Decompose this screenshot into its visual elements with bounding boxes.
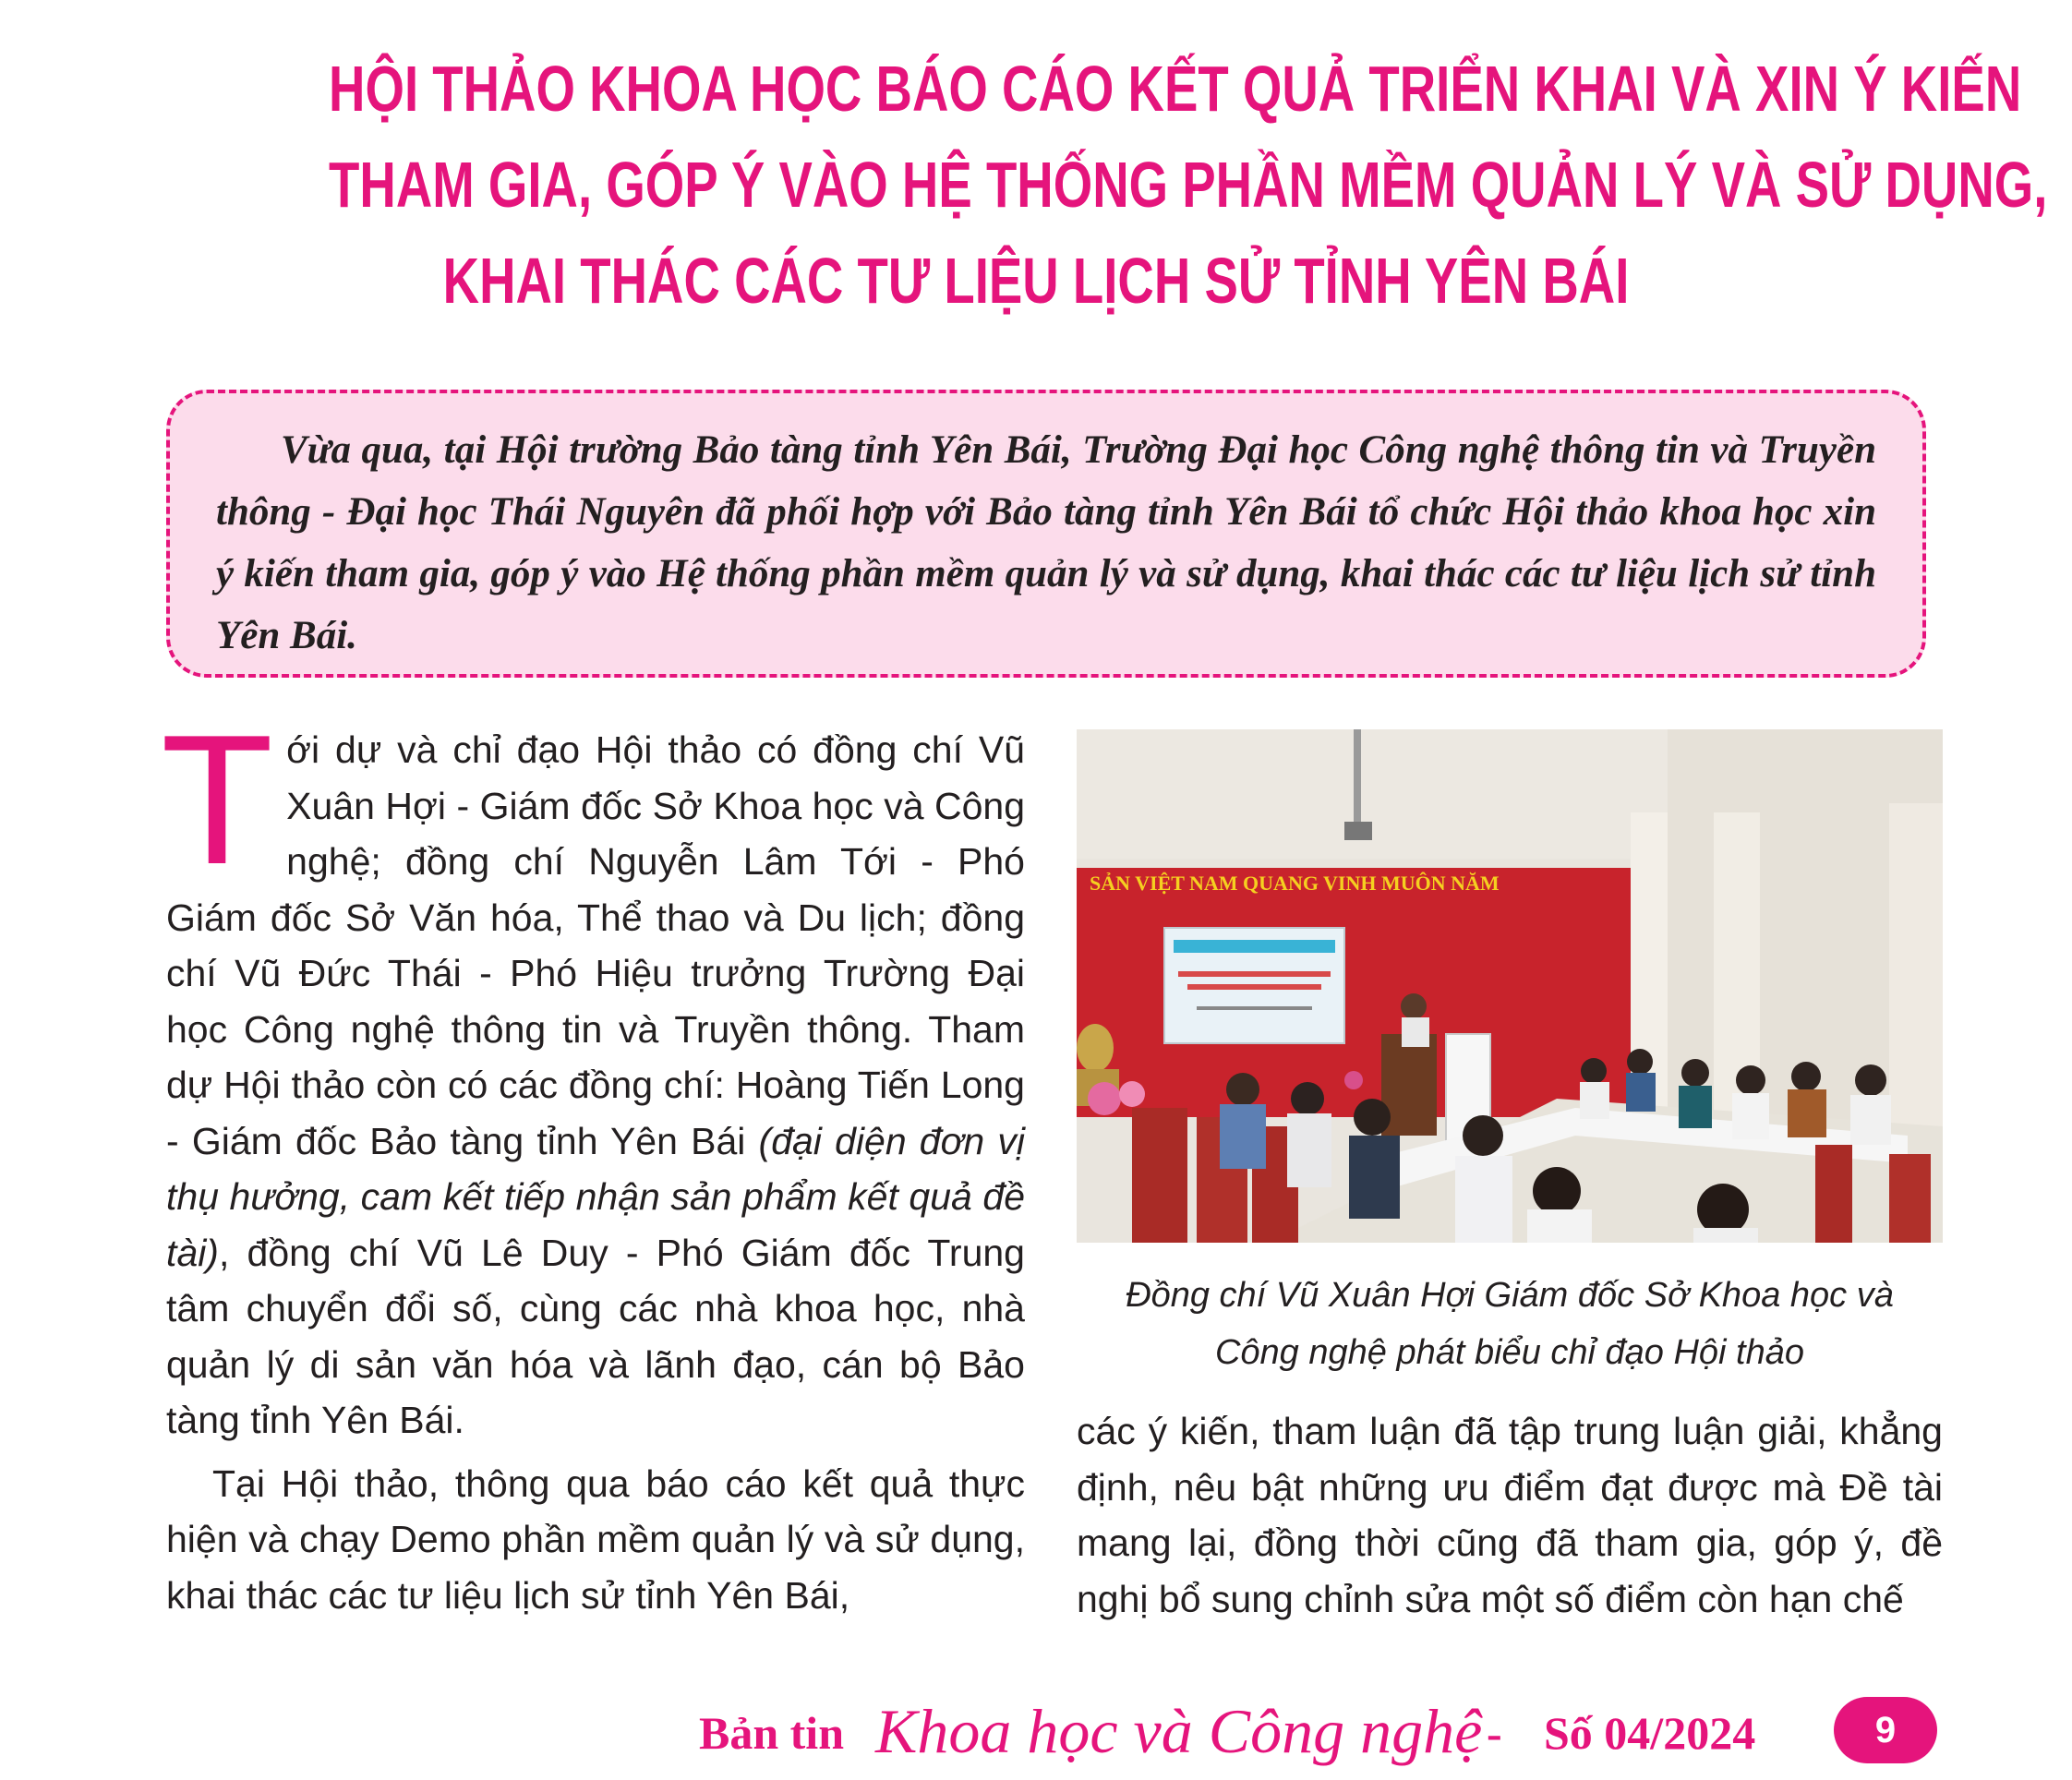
page-footer [0, 1697, 2072, 1771]
paragraph-1-part-a: ới dự và chỉ đạo Hội thảo có đồng chí Vũ Xuân Hợi - Giám đốc Sở Khoa học và Công nghệ; đồng chí Nguyễn Lâm Tới - Phó Giám đốc Sở Văn hóa, Thể thao và Du lịch; đồng chí Vũ Đức Thái - Phó Hiệu trưởng Trường Đại học Công nghệ thông tin và Truyền thông. Tham dự Hội thảo còn có các đồng chí: Hoàng Tiến Long - Giám đốc Bảo tàng tỉnh Yên Bái [166, 728, 1025, 1162]
lede-text: Vừa qua, tại Hội trường Bảo tàng tỉnh Yên Bái, Trường Đại học Công nghệ thông tin và Truyền thông - Đại học Thái Nguyên đã phối hợp với Bảo tàng tỉnh Yên Bái tổ chức Hội thảo khoa học xin ý kiến tham gia, góp ý vào Hệ thống phần mềm quản lý và sử dụng, khai thác các tư liệu lịch sử tỉnh Yên Bái. [216, 428, 1876, 657]
caption-line-1: Đồng chí Vũ Xuân Hợi Giám đốc Sở Khoa học và [1126, 1276, 1894, 1315]
paragraph-2: Tại Hội thảo, thông qua báo cáo kết quả thực hiện và chạy Demo phần mềm quản lý và sử dụng, khai thác các tư liệu lịch sử tỉnh Yên Bái, [166, 1461, 1025, 1617]
paragraph-1-italic: (đại diện đơn vị thụ hưởng, cam kết tiếp nhận sản phẩm kết quả đề tài) [166, 1119, 1025, 1274]
paragraph-1 [161, 697, 1025, 1449]
footer-ban-tin: Bản tin [699, 1707, 845, 1759]
left-column [161, 697, 1025, 1623]
conference-photo-illustration [1077, 729, 1943, 1243]
footer-dash: - [1487, 1707, 1502, 1759]
photo-caption [1077, 1267, 1943, 1381]
paragraph-3: các ý kiến, tham luận đã tập trung luận giải, khẳng định, nêu bật những ưu điểm đạt được mà Đề tài mang lại, đồng thời cũng đã tham gia, góp ý, đề nghị bổ sung chỉnh sửa một số điểm còn hạn chế [1077, 1410, 1943, 1620]
caption-line-2: Công nghệ phát biểu chỉ đạo Hội thảo [1214, 1333, 1805, 1372]
article-title [329, 41, 2048, 329]
drop-cap: T [161, 697, 274, 903]
title-line-3: KHAI THÁC CÁC TƯ LIỆU LỊCH SỬ TỈNH YÊN BÁI [442, 245, 1630, 317]
lede-box [166, 390, 1926, 678]
page-number-badge: 9 [1834, 1697, 1937, 1763]
paragraph-1-part-b: , đồng chí Vũ Lê Duy - Phó Giám đốc Trung tâm chuyển đổi số, cùng các nhà khoa học, nhà quản lý di sản văn hóa và lãnh đạo, cán bộ Bảo tàng tỉnh Yên Bái. [166, 1231, 1025, 1441]
title-line-2: THAM GIA, GÓP Ý VÀO HỆ THỐNG PHẦN MỀM QUẢN LÝ VÀ SỬ DỤNG, [329, 149, 2048, 221]
footer-publication-name: Khoa học và Công nghệ [875, 1696, 1483, 1766]
banner-text: SẢN VIỆT NAM QUANG VINH MUÔN NĂM [1090, 872, 1500, 895]
right-column [1077, 1403, 1943, 1627]
conference-photo [1077, 729, 1943, 1243]
title-line-1: HỘI THẢO KHOA HỌC BÁO CÁO KẾT QUẢ TRIỂN KHAI VÀ XIN Ý KIẾN [329, 53, 2022, 125]
footer-issue-number: Số 04/2024 [1544, 1707, 1756, 1759]
